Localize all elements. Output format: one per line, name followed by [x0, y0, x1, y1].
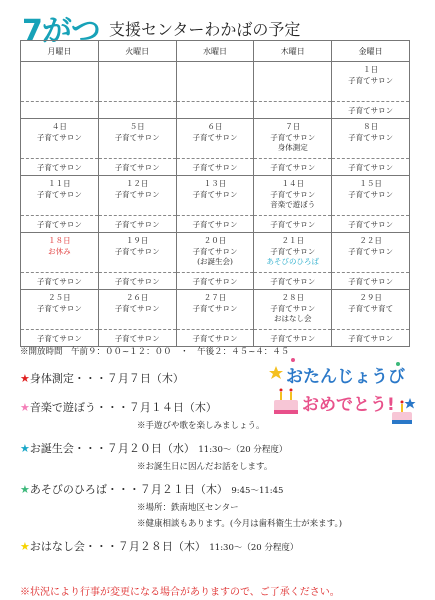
afternoon-activity: 子育てサロン	[270, 333, 316, 343]
calendar-table	[20, 40, 410, 347]
event-title: お誕生会・・・７月２０日（水）	[29, 442, 195, 455]
day-activities	[21, 290, 98, 330]
badge-line2: おめでとう!	[302, 395, 395, 415]
calendar-day-cell	[98, 62, 176, 119]
day-activities	[21, 176, 98, 216]
calendar-day-cell	[332, 233, 410, 290]
day-activity: 子育てサロン	[192, 132, 238, 142]
star-icon: ★	[20, 540, 30, 553]
afternoon-activity	[99, 102, 176, 118]
day-number: １３日	[203, 179, 227, 188]
day-activity: おはなし会	[274, 314, 312, 323]
day-activities	[254, 119, 331, 159]
event-note: ※場所：鉄南地区センター	[137, 503, 239, 513]
day-activity: 子育てサロン	[270, 189, 316, 199]
day-activities	[99, 119, 176, 159]
afternoon-activity	[21, 102, 98, 118]
event-time: 11:30～（20 分程度）	[198, 445, 288, 455]
event-item	[20, 440, 420, 456]
day-activity: 子育てサロン	[36, 303, 82, 313]
calendar-day-cell	[254, 62, 332, 119]
day-number: ２７日	[203, 293, 227, 302]
day-number: １８日	[48, 236, 71, 245]
footer-note: ※状況により行事が変更になる場合がありますので、ご了承ください。	[20, 587, 340, 598]
day-activity: 子育てサロン	[114, 189, 160, 199]
calendar-day-cell	[176, 119, 254, 176]
day-activities	[177, 119, 254, 159]
day-activities	[332, 119, 409, 159]
afternoon-activity	[254, 102, 331, 118]
afternoon-activity: 子育てサロン	[348, 162, 394, 172]
calendar-day-cell	[176, 176, 254, 233]
afternoon-activity: 子育てサロン	[36, 333, 82, 343]
afternoon-activity: 子育てサロン	[192, 219, 238, 229]
afternoon-activity: 子育てサロン	[348, 219, 394, 229]
afternoon-activity: 子育てサロン	[348, 333, 394, 343]
day-number: ６日	[207, 122, 223, 131]
calendar-week-row	[21, 233, 410, 290]
star-icon: ★	[20, 372, 30, 385]
weekday-thursday: 木曜日	[254, 41, 332, 62]
day-number: ２５日	[48, 293, 71, 302]
day-activity: 子育てサロン	[36, 189, 82, 199]
afternoon-activity: 子育てサロン	[348, 276, 394, 286]
calendar-day-cell	[98, 233, 176, 290]
day-activities	[254, 62, 331, 102]
day-activity: 子育てサロン	[348, 132, 394, 142]
calendar-day-cell	[21, 62, 99, 119]
day-number: １４日	[281, 179, 305, 188]
day-activities	[99, 290, 176, 330]
day-activities	[254, 290, 331, 330]
day-activities	[254, 233, 331, 273]
day-activity: 子育てサロン	[270, 246, 316, 256]
afternoon-activity: 子育てサロン	[192, 333, 238, 343]
day-activity: 子育てサロン	[114, 303, 160, 313]
afternoon-activity: 子育てサロン	[114, 219, 160, 229]
day-activity: あそびのひろば	[266, 257, 320, 266]
calendar-day-cell	[21, 176, 99, 233]
weekday-monday: 月曜日	[21, 41, 99, 62]
day-number: ８日	[363, 122, 379, 131]
star-icon: ★	[20, 442, 30, 455]
calendar-day-cell	[176, 290, 254, 347]
day-activity: 子育てサロン	[348, 246, 394, 256]
calendar-day-cell	[332, 290, 410, 347]
day-activity: 子育てサロン	[114, 246, 160, 256]
day-number: １９日	[125, 236, 149, 245]
event-note: ※手遊びや歌を楽しみましょう。	[137, 421, 265, 431]
day-activity: 子育てサロン	[270, 303, 316, 313]
calendar-day-cell	[21, 119, 99, 176]
event-note: ※お誕生日に因んだお話をします。	[137, 462, 273, 472]
calendar-day-cell	[332, 62, 410, 119]
afternoon-activity: 子育てサロン	[36, 162, 82, 172]
afternoon-activity: 子育てサロン	[114, 162, 160, 172]
day-activity: 子育てサロン	[192, 189, 238, 199]
day-activities	[177, 176, 254, 216]
day-activities	[99, 233, 176, 273]
day-number: ２６日	[125, 293, 149, 302]
day-activity: 子育てサロン	[270, 132, 316, 142]
calendar-day-cell	[254, 119, 332, 176]
calendar-day-cell	[21, 290, 99, 347]
event-title: あそびのひろば・・・７月２１日（木）	[29, 483, 228, 496]
day-number: ２２日	[359, 236, 382, 245]
star-icon: ★	[20, 483, 30, 496]
calendar-week-row	[21, 119, 410, 176]
day-number: ２１日	[281, 236, 305, 245]
day-activities	[99, 62, 176, 102]
calendar-week-row	[21, 290, 410, 347]
afternoon-activity: 子育てサロン	[36, 276, 82, 286]
day-activity: 子育てサロン	[192, 303, 238, 313]
day-activities	[177, 290, 254, 330]
day-number: ２０日	[203, 236, 227, 245]
afternoon-activity: 子育てサロン	[36, 219, 82, 229]
day-activity: 音楽で遊ぼう	[270, 200, 316, 209]
badge-line1: おたんじょうび	[286, 367, 405, 387]
day-activity: (お誕生会)	[197, 257, 233, 266]
afternoon-activity: 子育てサロン	[192, 162, 238, 172]
day-activity: お休み	[48, 246, 71, 256]
calendar-day-cell	[21, 233, 99, 290]
calendar-day-cell	[98, 119, 176, 176]
afternoon-activity: 子育てサロン	[348, 105, 394, 115]
calendar-day-cell	[332, 119, 410, 176]
day-activities	[332, 233, 409, 273]
afternoon-activity: 子育てサロン	[192, 276, 238, 286]
day-activities	[99, 176, 176, 216]
day-activities	[21, 119, 98, 159]
calendar-day-cell	[98, 290, 176, 347]
event-time: 9:45～11:45	[231, 486, 284, 496]
day-activities	[332, 62, 409, 102]
event-item	[20, 481, 420, 497]
afternoon-activity: 子育てサロン	[114, 333, 160, 343]
cake-icon	[274, 389, 298, 415]
day-number: １１日	[48, 179, 71, 188]
day-activity: 子育てサロン	[192, 246, 238, 256]
calendar-day-cell	[254, 290, 332, 347]
calendar-day-cell	[332, 176, 410, 233]
day-number: １５日	[359, 179, 382, 188]
event-title: 音楽で遊ぼう・・・７月１４日（木）	[29, 401, 217, 414]
day-activity: 子育てサロン	[36, 132, 82, 142]
day-activities	[177, 233, 254, 273]
calendar-day-cell	[176, 233, 254, 290]
open-hours: ※開放時間 午前９：００~１２：００ ・ 午後２：４５~４：４５	[20, 347, 290, 357]
day-activity: 子育てサ育て	[348, 303, 394, 313]
day-activities	[254, 176, 331, 216]
weekday-wednesday: 水曜日	[176, 41, 254, 62]
afternoon-activity	[177, 102, 254, 118]
header	[22, 6, 301, 49]
day-activities	[332, 290, 409, 330]
day-activity: 子育てサロン	[348, 75, 394, 85]
page-title: 支援センターわかばの予定	[108, 19, 301, 39]
calendar-body	[21, 62, 410, 347]
day-activity: 子育てサロン	[114, 132, 160, 142]
calendar-day-cell	[98, 176, 176, 233]
day-number: １日	[363, 65, 379, 74]
weekday-tuesday: 火曜日	[98, 41, 176, 62]
day-activities	[21, 62, 98, 102]
event-title: おはなし会・・・７月２８日（木）	[29, 540, 206, 553]
event-time: 11:30～（20 分程度）	[209, 543, 299, 553]
afternoon-activity: 子育てサロン	[114, 276, 160, 286]
event-item	[20, 538, 420, 554]
day-activities	[332, 176, 409, 216]
event-note: ※健康相談もあります。(今月は歯科衛生士が来ます。)	[137, 519, 343, 529]
day-number: ７日	[285, 122, 301, 131]
calendar-week-row	[21, 176, 410, 233]
day-number: １２日	[125, 179, 149, 188]
month-label: 7がつ	[22, 14, 100, 49]
birthday-badge	[268, 354, 418, 430]
day-number: ５日	[129, 122, 145, 131]
day-activities	[177, 62, 254, 102]
day-activity: 身体測定	[277, 143, 308, 152]
calendar-day-cell	[176, 62, 254, 119]
day-number: ４日	[51, 122, 67, 131]
calendar-day-cell	[254, 233, 332, 290]
day-number: ２９日	[359, 293, 382, 302]
calendar-day-cell	[254, 176, 332, 233]
weekday-header-row	[21, 41, 410, 62]
star-icon: ★	[20, 401, 30, 414]
calendar-week-row	[21, 62, 410, 119]
afternoon-activity: 子育てサロン	[270, 219, 316, 229]
weekday-friday: 金曜日	[332, 41, 410, 62]
afternoon-activity: 子育てサロン	[270, 162, 316, 172]
day-activities	[21, 233, 98, 273]
day-activity: 子育てサロン	[348, 189, 394, 199]
event-title: 身体測定・・・７月７日（木）	[29, 372, 184, 385]
day-number: ２８日	[281, 293, 305, 302]
afternoon-activity: 子育てサロン	[270, 276, 316, 286]
